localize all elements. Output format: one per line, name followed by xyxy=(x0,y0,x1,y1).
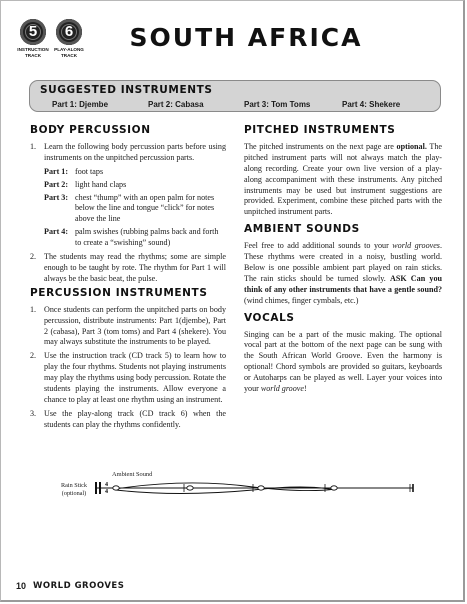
list-number: 1. xyxy=(30,304,37,314)
list-item-text: Learn the following body percussion parts before using instruments on the unpitched percussion parts. xyxy=(44,141,226,162)
ambient-sounds-paragraph xyxy=(244,241,442,306)
body-parts-list xyxy=(44,167,226,249)
list-item xyxy=(30,305,226,349)
time-signature-bottom: 4 xyxy=(105,489,108,495)
cd-instruction-track-icon xyxy=(20,19,46,45)
ambient-text-2: . These rhythms were created in a noisy, bustling world. Below is one possible ambient part played on rain sticks. The rain sticks should be turned slowly. xyxy=(244,241,442,283)
body-percussion-list xyxy=(30,142,226,285)
pitched-instruments-heading: PITCHED INSTRUMENTS xyxy=(244,124,396,136)
pitched-text-before: The pitched instruments on the next page are xyxy=(244,141,397,151)
track1-label: INSTRUCTION TRACK xyxy=(17,47,49,58)
percussion-instruments-heading: PERCUSSION INSTRUMENTS xyxy=(30,286,208,299)
ambient-text-3: (wind chimes, finger cymbals, etc.) xyxy=(244,295,359,305)
pitched-instruments-paragraph xyxy=(244,142,442,218)
list-item xyxy=(30,252,226,285)
page-number: 10 xyxy=(16,581,27,591)
list-item-text: The students may read the rhythms; some are simple enough to be taught by rote. The rhythm for Part 1 will always be the basic beat, the pulse. xyxy=(44,252,226,283)
body-part-row xyxy=(44,180,226,191)
list-number: 2. xyxy=(30,351,37,361)
body-part-text: palm swishes (rubbing palms back and forth to create a “swishing” sound) xyxy=(75,227,219,248)
track2-number: 6 xyxy=(64,23,74,40)
ambient-italic: world grooves xyxy=(392,241,440,251)
whole-note xyxy=(258,486,264,490)
whole-note xyxy=(331,486,337,490)
staff-instrument-label: Rain Stick (optional) xyxy=(61,482,87,497)
list-number: 3. xyxy=(30,408,37,418)
vocals-paragraph xyxy=(244,330,442,395)
body-part-row xyxy=(44,227,226,249)
percussion-clef xyxy=(99,482,101,494)
rain-stick-staff xyxy=(57,471,417,511)
ambient-text-1: Feel free to add additional sounds to your xyxy=(244,241,393,251)
time-signature-top: 4 xyxy=(105,482,108,488)
vocals-italic: world groove xyxy=(260,384,304,394)
list-item xyxy=(30,351,226,406)
body-part-label: Part 1: xyxy=(44,166,69,176)
body-part-label: Part 3: xyxy=(44,192,69,202)
ambient-question: ASK Can you think of any other instruments that have a gentle sound? xyxy=(244,273,442,294)
pitched-text-after: The pitched instrument parts will not always match the play-along recording. Create your own live version of a play-along accompaniment with these instruments. Any pitched instruments may be used but instrument suggestions are provided. Experiment, combine these pitched parts with the unpitched instrument parts. xyxy=(244,141,442,217)
percussion-clef xyxy=(95,482,97,494)
cd-play-along-track-icon xyxy=(56,19,82,45)
page-title: SOUTH AFRICA xyxy=(129,23,363,52)
list-item-text: Use the play-along track (CD track 6) when the students can play the rhythms confidently. xyxy=(44,408,226,429)
suggested-instruments-box xyxy=(29,80,441,112)
whole-note xyxy=(113,486,119,490)
vocals-text-1: Singing can be a part of the music making. The optional vocal part at the bottom of the next page can be sung with the South African World Groove. Even the harmony is optional! Chord symbols are provided so guitars, keyboards or Autoharps can be played as well. Layer your voices into your xyxy=(244,329,442,394)
staff-notation-svg xyxy=(57,471,417,511)
suggested-heading: SUGGESTED INSTRUMENTS xyxy=(40,84,213,96)
track2-label: PLAY-ALONG TRACK xyxy=(54,47,84,58)
vocals-text-2: ! xyxy=(303,384,307,394)
suggested-part-1: Part 1: Djembe xyxy=(52,100,109,109)
list-item-text: Use the instruction track (CD track 5) to learn how to play the four rhythms. Students not playing instruments may play the rhythms using body percussion. Rotate the students playing the instruments. Allow everyone a chance to play at least one rhythm using an instrument. xyxy=(44,351,226,404)
list-number: 2. xyxy=(30,252,37,262)
body-part-row xyxy=(44,193,226,226)
suggested-part-2: Part 2: Cabasa xyxy=(148,100,204,109)
body-part-row xyxy=(44,167,226,178)
list-item xyxy=(30,142,226,249)
staff-annotation: Ambient Sound xyxy=(112,471,153,478)
body-part-text: foot taps xyxy=(75,166,104,176)
suggested-part-4: Part 4: Shekere xyxy=(342,100,401,109)
list-item xyxy=(30,409,226,431)
body-percussion-heading: BODY PERCUSSION xyxy=(30,124,151,136)
footer-book-title: WORLD GROOVES xyxy=(33,581,125,591)
body-part-text: chest “thump” with an open palm for notes below the line and tongue “click” for notes above the line xyxy=(75,192,215,224)
body-part-text: light hand claps xyxy=(75,179,127,189)
vocals-heading: VOCALS xyxy=(244,311,295,324)
left-column xyxy=(30,125,226,434)
track1-number: 5 xyxy=(28,23,38,40)
body-part-label: Part 4: xyxy=(44,227,69,237)
body-part-label: Part 2: xyxy=(44,179,69,189)
pitched-emphasis: optional. xyxy=(396,141,427,151)
list-item-text: Once students can perform the unpitched parts on body percussion, distribute instruments: Part 1(djembe), Part 2 (cabasa), Part 3 (tom toms) and Part 4 (shekere). You may always substitute the instruments to be played. xyxy=(44,304,226,347)
suggested-part-3: Part 3: Tom Toms xyxy=(244,100,311,109)
whole-note xyxy=(187,486,193,490)
list-number: 1. xyxy=(30,141,37,151)
percussion-instruments-list xyxy=(30,305,226,431)
right-column xyxy=(244,125,442,401)
ambient-sounds-heading: AMBIENT SOUNDS xyxy=(244,223,360,236)
